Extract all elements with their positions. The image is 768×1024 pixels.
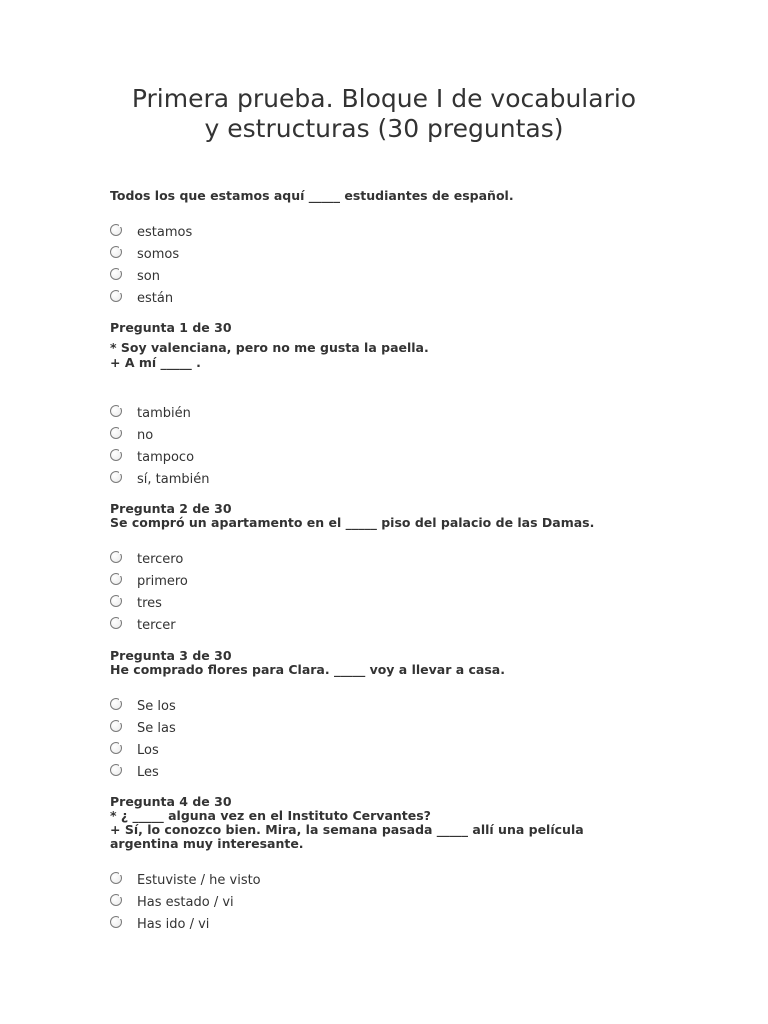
radio-icon[interactable] (110, 720, 122, 732)
page-title (0, 84, 768, 144)
radio-icon[interactable] (110, 449, 122, 461)
option-label[interactable]: son (137, 269, 160, 284)
option-label[interactable]: Has estado / vi (137, 895, 234, 910)
option-label[interactable]: tercer (137, 618, 176, 633)
title-line-1: Primera prueba. Bloque I de vocabulario (131, 84, 637, 113)
option-label[interactable]: no (137, 428, 154, 443)
title-line-2: y estructuras (30 preguntas) (204, 114, 564, 143)
option-label[interactable]: Se las (137, 721, 176, 736)
option-label[interactable]: están (137, 291, 174, 306)
question-text: argentina muy interesante. (110, 836, 304, 851)
question-text: Todos los que estamos aquí _____ estudiantes de español. (110, 188, 514, 203)
question-text: + A mí _____ . (110, 355, 201, 370)
radio-icon[interactable] (110, 246, 122, 258)
radio-icon[interactable] (110, 471, 122, 483)
option-label[interactable]: Estuviste / he visto (137, 873, 261, 888)
option-label[interactable]: Has ido / vi (137, 917, 210, 932)
option-label[interactable]: tampoco (137, 450, 195, 465)
radio-icon[interactable] (110, 742, 122, 754)
radio-icon[interactable] (110, 405, 122, 417)
question-text: He comprado flores para Clara. _____ voy a llevar a casa. (110, 662, 505, 677)
option-label[interactable]: tres (137, 596, 162, 611)
question-header: Pregunta 2 de 30 (110, 501, 232, 516)
radio-icon[interactable] (110, 268, 122, 280)
question-text: + Sí, lo conozco bien. Mira, la semana pasada _____ allí una película (110, 822, 584, 837)
question-header: Pregunta 4 de 30 (110, 794, 232, 809)
option-label[interactable]: Los (137, 743, 159, 758)
radio-icon[interactable] (110, 872, 122, 884)
option-label[interactable]: primero (137, 574, 188, 589)
question-text: * Soy valenciana, pero no me gusta la paella. (110, 340, 429, 355)
radio-icon[interactable] (110, 595, 122, 607)
radio-icon[interactable] (110, 224, 122, 236)
question-header: Pregunta 1 de 30 (110, 320, 232, 335)
option-label[interactable]: estamos (137, 225, 193, 240)
radio-icon[interactable] (110, 427, 122, 439)
radio-icon[interactable] (110, 617, 122, 629)
radio-icon[interactable] (110, 290, 122, 302)
radio-icon[interactable] (110, 698, 122, 710)
option-label[interactable]: también (137, 406, 191, 421)
radio-icon[interactable] (110, 894, 122, 906)
question-text: * ¿ _____ alguna vez en el Instituto Cervantes? (110, 808, 431, 823)
option-label[interactable]: Se los (137, 699, 176, 714)
option-label[interactable]: Les (137, 765, 159, 780)
option-label[interactable]: tercero (137, 552, 184, 567)
radio-icon[interactable] (110, 916, 122, 928)
question-text: Se compró un apartamento en el _____ piso del palacio de las Damas. (110, 515, 595, 530)
radio-icon[interactable] (110, 764, 122, 776)
radio-icon[interactable] (110, 551, 122, 563)
question-header: Pregunta 3 de 30 (110, 648, 232, 663)
option-label[interactable]: sí, también (137, 472, 210, 487)
radio-icon[interactable] (110, 573, 122, 585)
option-label[interactable]: somos (137, 247, 180, 262)
